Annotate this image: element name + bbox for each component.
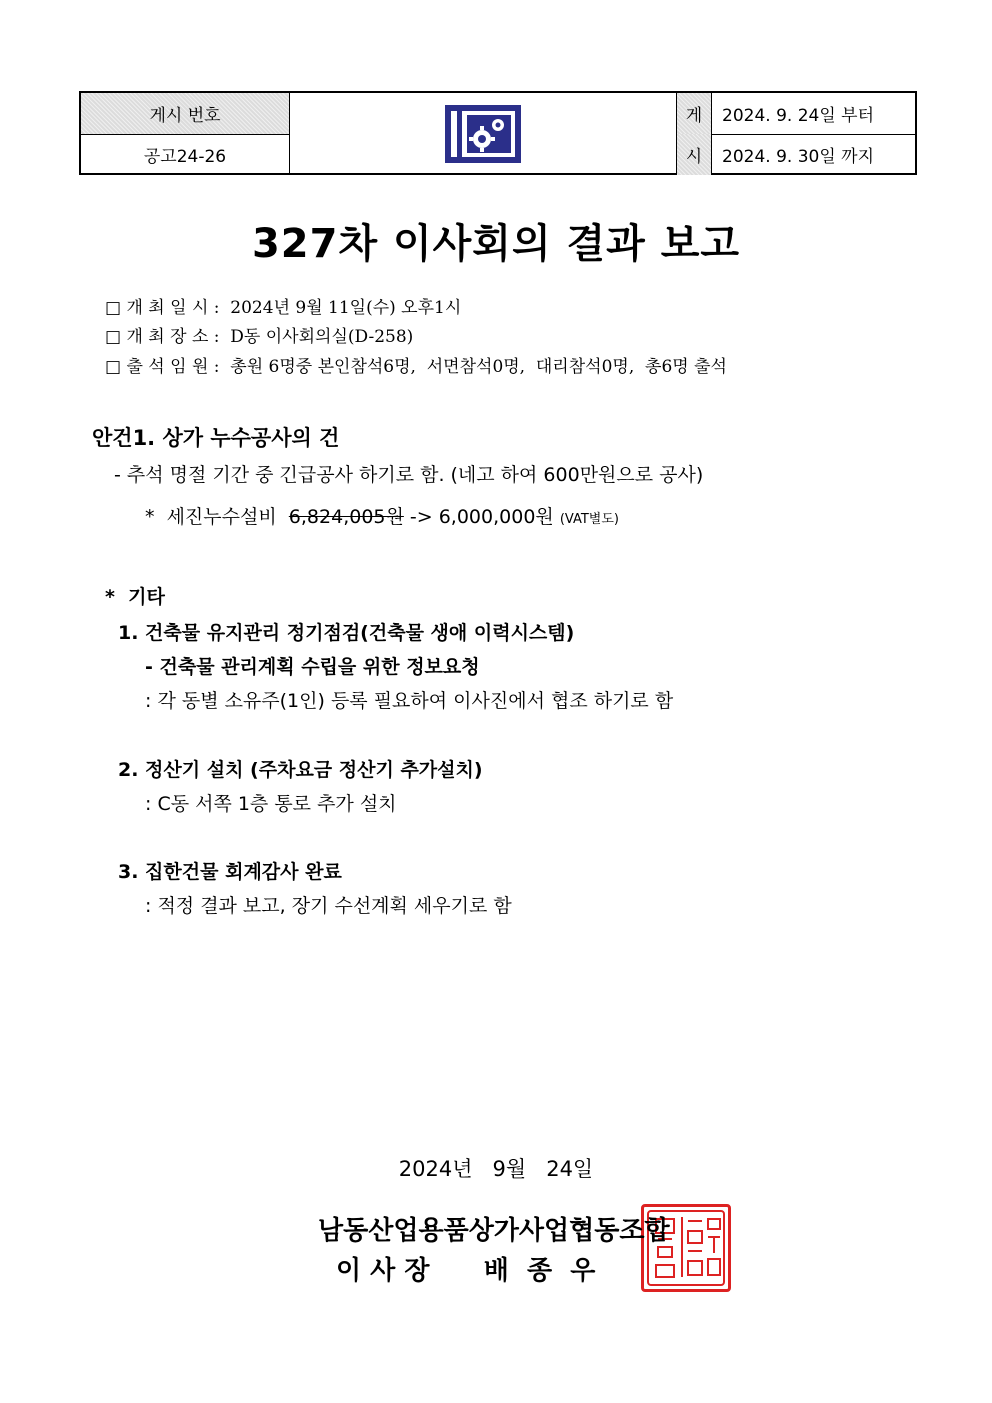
organization-name: 남동산업용품상가사업협동조합 [318,1216,670,1246]
agenda1-heading: 안건1. 상가 누수공사의 건 [92,426,340,450]
meeting-attendance: □ 출 석 임 원 : 총원 6명중 본인참석6명, 서면참석0명, 대리참석0명, 총6명 출석 [105,357,727,377]
others-item2-desc: : C동 서쪽 1층 통로 추가 설치 [145,793,397,815]
meeting-date: □ 개 최 일 시 : 2024년 9월 11일(수) 오후1시 [105,298,462,318]
others-item1-title: 1. 건축물 유지관리 정기점검(건축물 생애 이력시스템) [118,622,575,644]
others-item1-desc: : 각 동별 소유주(1인) 등록 필요하여 이사진에서 협조 하기로 함 [145,690,674,712]
post-char-1: 게 [685,106,703,126]
others-item3-title: 3. 집한건물 회계감사 완료 [118,861,342,883]
others-item3-desc: : 적정 결과 보고, 장기 수선계획 세우기로 함 [145,895,512,917]
post-char-2: 시 [685,147,703,167]
post-from-date: 2024. 9. 24일 부터 [722,106,874,126]
notice-number-label: 게시 번호 [149,106,221,126]
notice-number: 공고24-26 [143,147,227,167]
logo-cell [290,93,676,175]
others-item1-sub: - 건축물 관리계획 수립을 위한 정보요청 [145,656,480,678]
notice-header-table [79,91,917,175]
post-to-date: 2024. 9. 30일 까지 [722,147,874,167]
page-title: 327차 이사회의 결과 보고 [251,221,741,267]
gear-logo-icon [445,105,521,163]
footer-date: 2024년 9월 24일 [398,1157,594,1181]
old-price: 6,824,005원 [288,506,404,528]
notice-number-label-cell [81,93,289,134]
post-from-cell [712,93,917,134]
chairman-name: 이 사 장 배 종 우 [336,1256,596,1286]
new-price: -> 6,000,000원 [403,506,554,528]
post-period-label-top [677,93,711,134]
agenda1-price-line [145,502,619,529]
post-to-cell [712,134,917,175]
others-heading: * 기타 [105,586,165,608]
post-period-label-bottom [677,134,711,175]
contractor-name: * 세진누수설비 [145,506,289,528]
vat-note: (VAT별도) [559,512,619,527]
others-item2-title: 2. 정산기 설치 (주차요금 정산기 추가설치) [118,759,483,781]
notice-number-cell [81,134,289,175]
meeting-place: □ 개 최 장 소 : D동 이사회의실(D-258) [105,327,414,347]
agenda1-line: - 추석 명절 기간 중 긴급공사 하기로 함. (네고 하여 600만원으로 공사) [114,464,704,486]
